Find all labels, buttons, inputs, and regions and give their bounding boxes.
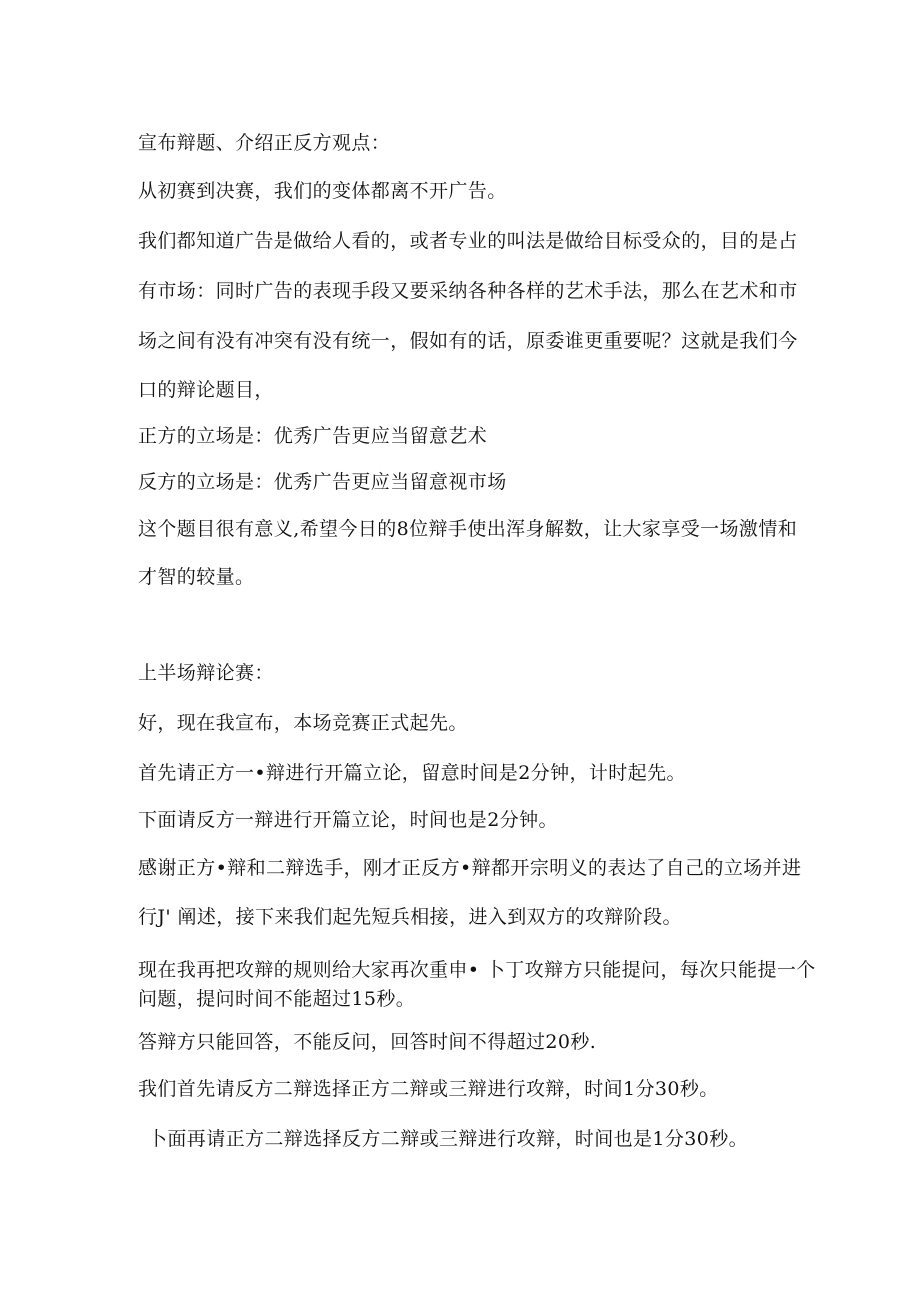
paragraph-line: 首先请正方一•辩进行开篇立论，留意时间是2分钟，计时起先。	[138, 762, 686, 784]
paragraph-line: 问题，提问时间不能超过15秒。	[138, 988, 416, 1010]
paragraph-line: 现在我再把攻辩的规则给大家再次重申• 卜丁攻辩方只能提问，每次只能提一个	[138, 959, 816, 981]
paragraph-line: 有市场：同时广告的表现手段又要采纳各种各样的艺术手法，那么在艺术和市	[138, 280, 798, 302]
section1-heading: 宣布辩题、介绍正反方观点：	[138, 132, 391, 154]
paragraph-line: 反方的立场是：优秀广告更应当留意视市场	[138, 471, 507, 493]
paragraph-line: 场之间有没有冲突有没有统一，假如有的话，原委谁更重要呢？这就是我们今	[138, 330, 798, 352]
paragraph-line: 答辩方只能回答，不能反问，回答时间不得超过20秒.	[138, 1031, 597, 1053]
paragraph-line: 口的辩论题目，	[138, 379, 274, 401]
paragraph-line: 正方的立场是：优秀广告更应当留意艺术	[138, 425, 488, 447]
paragraph-line: 卜面再请正方二辩选择反方二辩或三辩进行攻辩，时间也是1分30秒。	[148, 1128, 749, 1150]
paragraph-line: 行J' 阐述，接下来我们起先短兵相接，进入到双方的攻辩阶段。	[138, 906, 682, 928]
paragraph-line: 我们首先请反方二辩选择正方二辩或三辩进行攻辩，时间1分30秒。	[138, 1078, 719, 1100]
paragraph-line: 才智的较量。	[138, 566, 255, 588]
paragraph-line: 下面请反方一辩进行开篇立论，时间也是2分钟。	[138, 809, 558, 831]
paragraph-line: 好，现在我宣布，本场竞赛正式起先。	[138, 712, 468, 734]
section2-heading: 上半场辩论赛：	[138, 662, 274, 684]
paragraph-line: 我们都知道广告是做给人看的，或者专业的叫法是做给目标受众的，目的是占	[138, 230, 798, 252]
paragraph-line: 这个题目很有意义,希望今日的8位辩手使出浑身解数，让大家享受一场激情和	[138, 518, 798, 540]
paragraph-line: 从初赛到决赛，我们的变体都离不开广告。	[138, 180, 507, 202]
paragraph-line: 感谢正方•辩和二辩选手，刚才正反方•辩都开宗明义的表达了自己的立场并进	[138, 857, 802, 879]
